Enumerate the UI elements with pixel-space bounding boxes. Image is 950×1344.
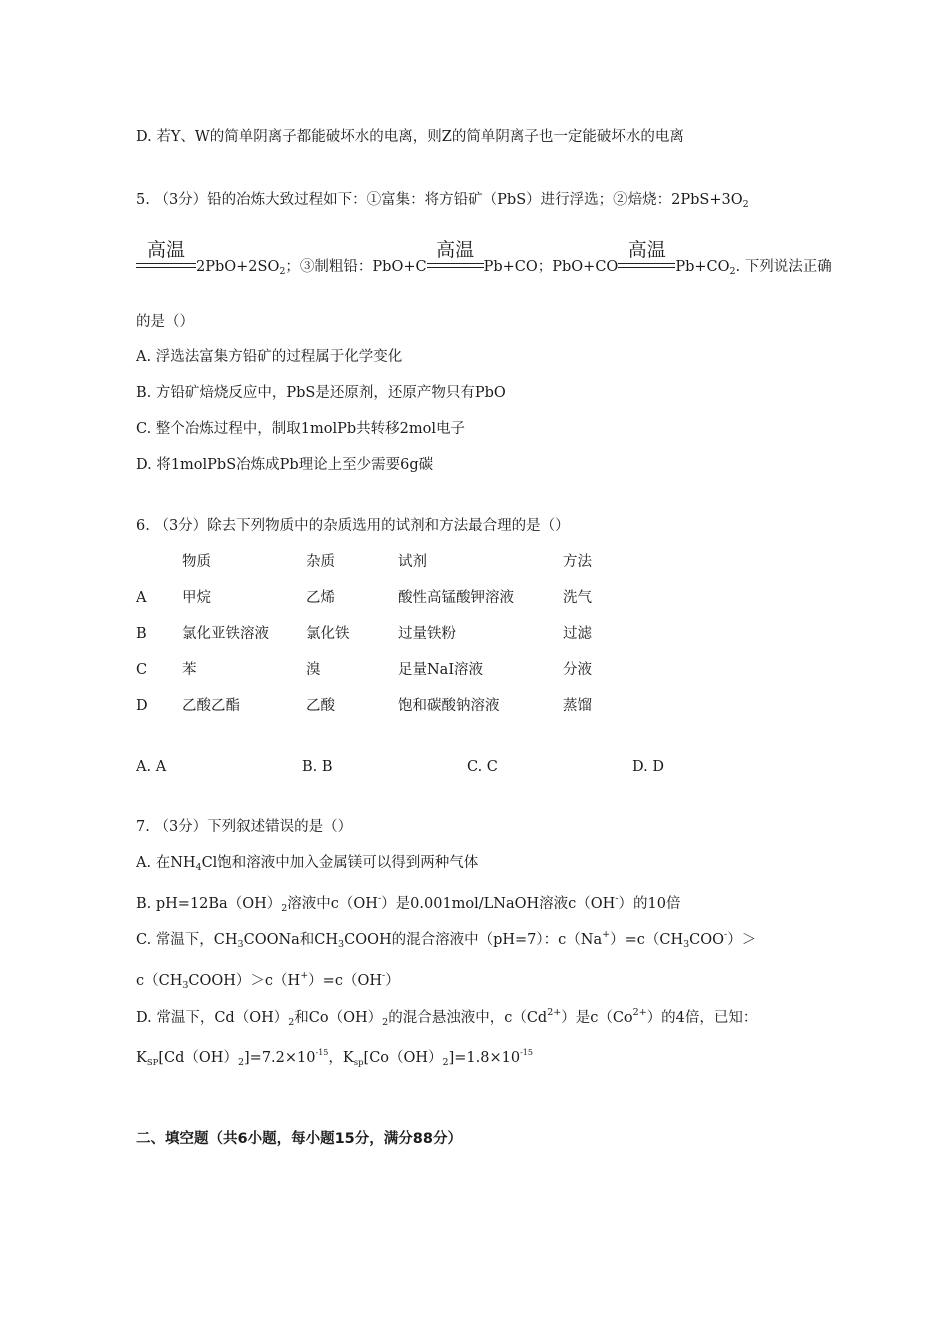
q7d2-sub2: 2 bbox=[237, 1057, 245, 1068]
q7a-sub: 4 bbox=[195, 862, 202, 873]
q7c-t2: COONa和CH bbox=[243, 932, 339, 948]
q5-option-c: C. 整个冶炼过程中，制取1molPb共转移2mol电子 bbox=[136, 421, 466, 437]
q7b-t4: ）的10倍 bbox=[618, 896, 681, 912]
q5-option-a: A. 浮选法富集方铅矿的过程属于化学变化 bbox=[136, 349, 403, 365]
q7c-sub1: 3 bbox=[237, 939, 244, 950]
q7d-t2: 和Co（OH） bbox=[294, 1010, 383, 1026]
q5-equation-line bbox=[136, 239, 832, 282]
q5-stem-text: 5. （3分）铅的冶炼大致过程如下：①富集：将方铅矿（PbS）进行浮选；②焙烧：2PbS+3O bbox=[136, 192, 743, 208]
cell-impurity: 溴 bbox=[306, 662, 321, 678]
eq1-sub: 2 bbox=[279, 266, 286, 277]
cell-substance: 苯 bbox=[182, 662, 197, 678]
condition-label-3: 高温 bbox=[627, 239, 666, 261]
cell-method: 过滤 bbox=[563, 626, 592, 642]
q7d-t1: D. 常温下，Cd（OH） bbox=[136, 1010, 289, 1026]
q7d-t4: ）是c（Co bbox=[561, 1010, 633, 1026]
q7c-t3: COOH的混合溶液中（pH=7）：c（Na bbox=[344, 932, 603, 948]
section-heading: 二、填空题（共6小题，每小题15分，满分88分） bbox=[136, 1131, 462, 1147]
q7c-t4: ）=c（CH bbox=[610, 932, 684, 948]
q5-option-d: D. 将1molPbS冶炼成Pb理论上至少需要6g碳 bbox=[136, 457, 434, 473]
q7c2-sup2: - bbox=[381, 970, 386, 981]
q7d2-t2: [Cd（OH） bbox=[158, 1050, 238, 1066]
q7-option-c-line1 bbox=[136, 925, 756, 955]
header-substance: 物质 bbox=[182, 554, 211, 570]
q7d2-sub3: sp bbox=[353, 1058, 364, 1068]
q7c-sub2: 3 bbox=[338, 939, 345, 950]
q7d2-t4: ，K bbox=[328, 1050, 354, 1066]
cell-substance: 甲烷 bbox=[182, 590, 211, 606]
q5-stem-subscript: 2 bbox=[742, 199, 749, 210]
q7d2-t3: ]=7.2×10 bbox=[244, 1050, 316, 1066]
choice-d: D. D bbox=[632, 759, 664, 775]
q7d-sub2: 2 bbox=[382, 1017, 389, 1028]
q7c2-sub: 3 bbox=[182, 980, 189, 991]
q7a-t1: A. 在NH bbox=[136, 855, 196, 871]
header-method: 方法 bbox=[563, 554, 592, 570]
eq1-tail: ；③制粗铅：PbO+C bbox=[285, 259, 427, 275]
q7d2-sub1: SP bbox=[146, 1058, 159, 1068]
q7d2-t1: K bbox=[136, 1050, 147, 1066]
eq2-products: Pb+CO；PbO+CO bbox=[483, 259, 619, 275]
q7c-sup2: - bbox=[724, 929, 728, 940]
q7c2-t2: COOH）＞c（H bbox=[188, 973, 301, 989]
row-label: D bbox=[136, 698, 148, 714]
q7c2-sup1: + bbox=[300, 970, 309, 981]
q7d-t5: ）的4倍，已知： bbox=[646, 1010, 758, 1026]
q5-stem-line1 bbox=[136, 190, 749, 215]
cell-reagent: 饱和碳酸钠溶液 bbox=[398, 698, 500, 714]
q5-stem-line3: 的是（） bbox=[136, 314, 194, 330]
q7-option-c-line2 bbox=[136, 966, 400, 996]
q7c-sup1: + bbox=[602, 929, 611, 940]
q7c2-t3: ）=c（OH bbox=[308, 973, 382, 989]
condition-label-1: 高温 bbox=[146, 239, 185, 261]
q7d2-t6: ]=1.8×10 bbox=[448, 1050, 521, 1066]
condition-label-2: 高温 bbox=[436, 239, 475, 261]
cell-impurity: 乙酸 bbox=[306, 698, 335, 714]
cell-reagent: 酸性高锰酸钾溶液 bbox=[398, 590, 514, 606]
choice-c: C. C bbox=[467, 759, 498, 775]
q7d2-sub4: 2 bbox=[442, 1057, 449, 1068]
cell-impurity: 乙烯 bbox=[306, 590, 335, 606]
cell-substance: 氯化亚铁溶液 bbox=[182, 626, 269, 642]
reaction-arrow-1 bbox=[136, 239, 196, 277]
eq3-sub: 2 bbox=[729, 266, 736, 277]
choice-a: A. A bbox=[136, 759, 167, 775]
row-label: A bbox=[136, 590, 147, 606]
reaction-arrow-3 bbox=[618, 239, 675, 277]
q7d-t3: 的混合悬浊液中，c（Cd bbox=[388, 1010, 548, 1026]
q7b-sup2: - bbox=[615, 893, 619, 904]
q7b-sub: 2 bbox=[281, 903, 288, 914]
cell-impurity: 氯化铁 bbox=[306, 626, 350, 642]
cell-method: 洗气 bbox=[563, 590, 592, 606]
q7-stem: 7. （3分）下列叙述错误的是（） bbox=[136, 819, 353, 835]
q7-option-d-line1 bbox=[136, 1003, 757, 1033]
cell-reagent: 过量铁粉 bbox=[398, 626, 456, 642]
q7-option-b bbox=[136, 889, 681, 919]
q7a-t2: Cl饱和溶液中加入金属镁可以得到两种气体 bbox=[201, 855, 479, 871]
cell-method: 分液 bbox=[563, 662, 592, 678]
eq3-tail: . 下列说法正确 bbox=[735, 259, 832, 275]
q7d2-t5: [Co（OH） bbox=[363, 1050, 443, 1066]
row-label: C bbox=[136, 662, 148, 678]
q5-option-b: B. 方铅矿焙烧反应中，PbS是还原剂，还原产物只有PbO bbox=[136, 385, 506, 401]
q4-option-d: D. 若Y、W的简单阴离子都能破坏水的电离，则Z的简单阴离子也一定能破坏水的电离 bbox=[136, 129, 684, 145]
header-reagent: 试剂 bbox=[398, 554, 427, 570]
q6-stem: 6. （3分）除去下列物质中的杂质选用的试剂和方法最合理的是（） bbox=[136, 518, 570, 534]
choice-b: B. B bbox=[302, 759, 333, 775]
q7c-t1: C. 常温下，CH bbox=[136, 932, 238, 948]
eq1-products: 2PbO+2SO bbox=[196, 259, 280, 275]
cell-reagent: 足量NaI溶液 bbox=[398, 662, 484, 678]
q7c2-t1: c（CH bbox=[136, 973, 183, 989]
header-impurity: 杂质 bbox=[306, 554, 335, 570]
q7c-t6: ）＞ bbox=[727, 932, 757, 948]
q7-option-a bbox=[136, 853, 478, 878]
q7b-t1: B. pH=12Ba（OH） bbox=[136, 896, 282, 912]
q7d-sup2: 2+ bbox=[632, 1007, 647, 1018]
cell-method: 蒸馏 bbox=[563, 698, 592, 714]
q7d2-sup2: -15 bbox=[520, 1048, 533, 1057]
q7b-t3: ）是0.001mol/LNaOH溶液c（OH bbox=[381, 896, 616, 912]
reaction-arrow-2 bbox=[427, 239, 484, 277]
q7d-sub1: 2 bbox=[288, 1017, 295, 1028]
q7b-sup1: - bbox=[377, 893, 382, 904]
q7c-t5: COO bbox=[689, 932, 725, 948]
q7d-sup1: 2+ bbox=[547, 1007, 562, 1018]
eq3-products: Pb+CO bbox=[675, 259, 730, 275]
q7b-t2: 溶液中c（OH bbox=[287, 896, 378, 912]
q7d2-sup1: -15 bbox=[315, 1048, 329, 1057]
row-label: B bbox=[136, 626, 147, 642]
cell-substance: 乙酸乙酯 bbox=[182, 698, 240, 714]
q7c-sub3: 3 bbox=[683, 939, 690, 950]
q7c2-t4: ） bbox=[385, 973, 400, 989]
q7-option-d-line2 bbox=[136, 1043, 533, 1073]
